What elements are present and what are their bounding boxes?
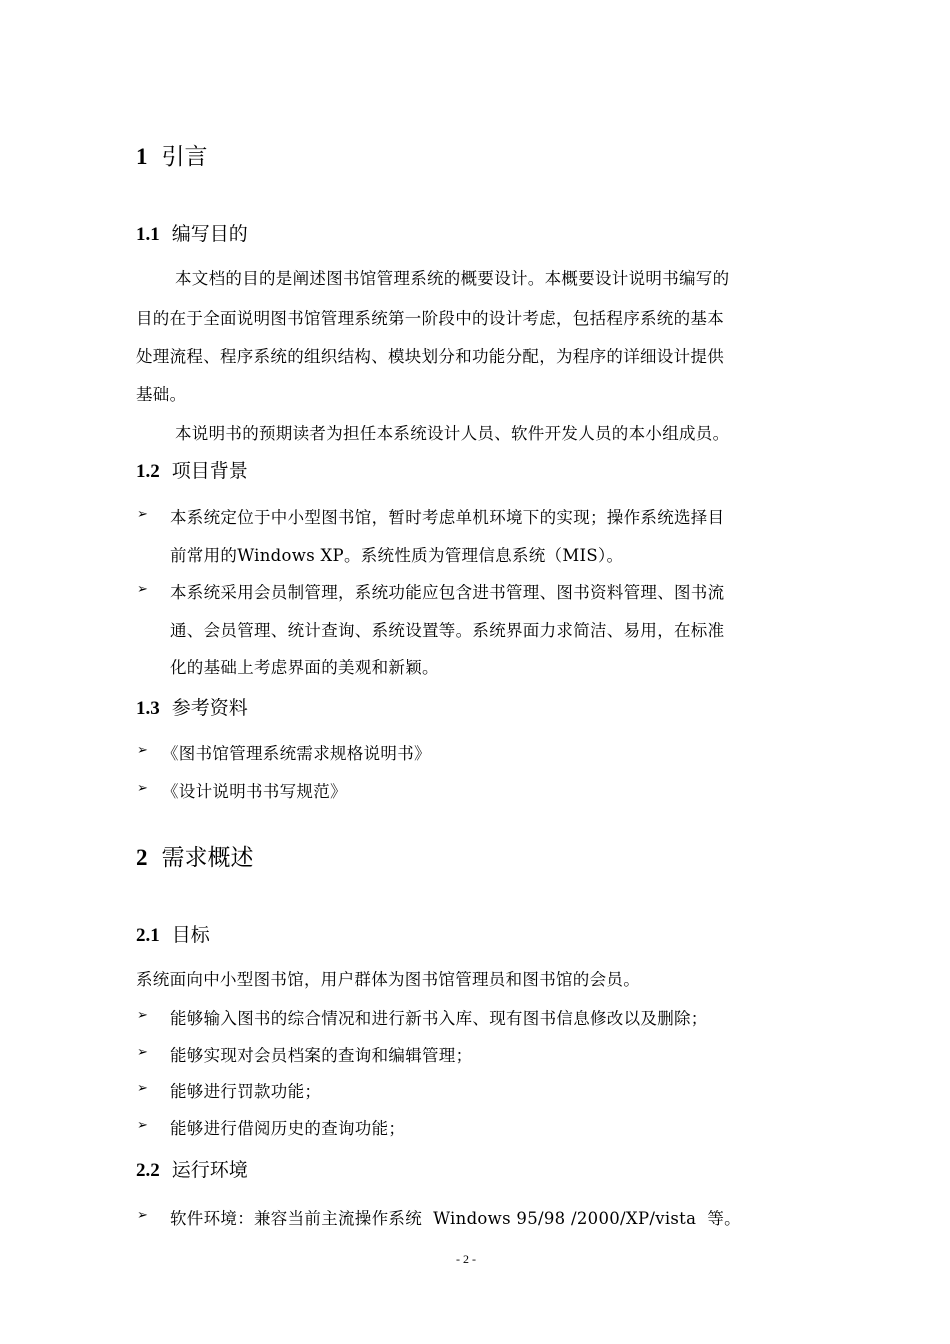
- bullet-arrow-icon: ➢: [137, 1045, 148, 1060]
- list-item-line: 前常用的Windows XP。系统性质为管理信息系统（MIS）。: [170, 546, 624, 565]
- list-item-line: 能够实现对会员档案的查询和编辑管理；: [170, 1046, 473, 1065]
- heading-number: 1: [136, 144, 148, 169]
- paragraph-line: 基础。: [136, 385, 187, 404]
- bullet-arrow-icon: ➢: [137, 507, 148, 522]
- paragraph-line: 处理流程、程序系统的组织结构、模块划分和功能分配，为程序的详细设计提供: [136, 347, 724, 366]
- bullet-arrow-icon: ➢: [137, 1008, 148, 1023]
- heading-title: 需求概述: [161, 845, 254, 871]
- heading-title: 目标: [171, 924, 210, 946]
- reference-item: 《图书馆管理系统需求规格说明书》: [162, 744, 431, 763]
- heading-title: 引言: [161, 144, 208, 170]
- heading-2-1: [136, 920, 210, 947]
- heading-number: 2.2: [136, 1160, 160, 1181]
- list-item-line: 能够输入图书的综合情况和进行新书入库、现有图书信息修改以及删除；: [170, 1009, 708, 1028]
- list-item-line: 能够进行罚款功能；: [170, 1082, 322, 1101]
- heading-number: 1.3: [136, 698, 160, 719]
- heading-number: 1.1: [136, 224, 160, 245]
- heading-title: 参考资料: [171, 697, 248, 719]
- paragraph-line: 目的在于全面说明图书馆管理系统第一阶段中的设计考虑，包括程序系统的基本: [136, 309, 724, 328]
- bullet-arrow-icon: ➢: [137, 781, 148, 796]
- bullet-arrow-icon: ➢: [137, 1081, 148, 1096]
- heading-title: 运行环境: [171, 1159, 248, 1181]
- heading-1: [136, 138, 208, 171]
- bullet-arrow-icon: ➢: [137, 582, 148, 597]
- heading-title: 编写目的: [171, 223, 248, 245]
- page-number: - 2 -: [456, 1252, 476, 1266]
- bullet-arrow-icon: ➢: [137, 1118, 148, 1133]
- heading-number: 2: [136, 845, 148, 870]
- bullet-arrow-icon: ➢: [137, 743, 148, 758]
- list-item-line: 本系统定位于中小型图书馆，暂时考虑单机环境下的实现；操作系统选择目: [170, 508, 725, 527]
- heading-title: 项目背景: [171, 460, 248, 482]
- paragraph-line: 系统面向中小型图书馆，用户群体为图书馆管理员和图书馆的会员。: [136, 970, 640, 989]
- list-item-line: 软件环境：兼容当前主流操作系统 Windows 95/98 /2000/XP/vista 等。: [170, 1209, 741, 1228]
- heading-number: 2.1: [136, 925, 160, 946]
- list-item-line: 能够进行借阅历史的查询功能；: [170, 1119, 406, 1138]
- reference-item: 《设计说明书书写规范》: [162, 782, 347, 801]
- list-item-line: 通、会员管理、统计查询、系统设置等。系统界面力求简洁、易用，在标准: [170, 621, 725, 640]
- list-item-line: 本系统采用会员制管理，系统功能应包含进书管理、图书资料管理、图书流: [170, 583, 725, 602]
- heading-number: 1.2: [136, 461, 160, 482]
- heading-1-3: [136, 693, 248, 720]
- heading-1-2: [136, 456, 248, 483]
- heading-1-1: [136, 219, 248, 246]
- heading-2: [136, 839, 254, 872]
- list-item-line: 化的基础上考虑界面的美观和新颖。: [170, 658, 439, 677]
- paragraph-line: 本文档的目的是阐述图书馆管理系统的概要设计。本概要设计说明书编写的: [175, 269, 730, 288]
- paragraph-line: 本说明书的预期读者为担任本系统设计人员、软件开发人员的本小组成员。: [175, 424, 730, 443]
- heading-2-2: [136, 1155, 248, 1182]
- bullet-arrow-icon: ➢: [137, 1208, 148, 1223]
